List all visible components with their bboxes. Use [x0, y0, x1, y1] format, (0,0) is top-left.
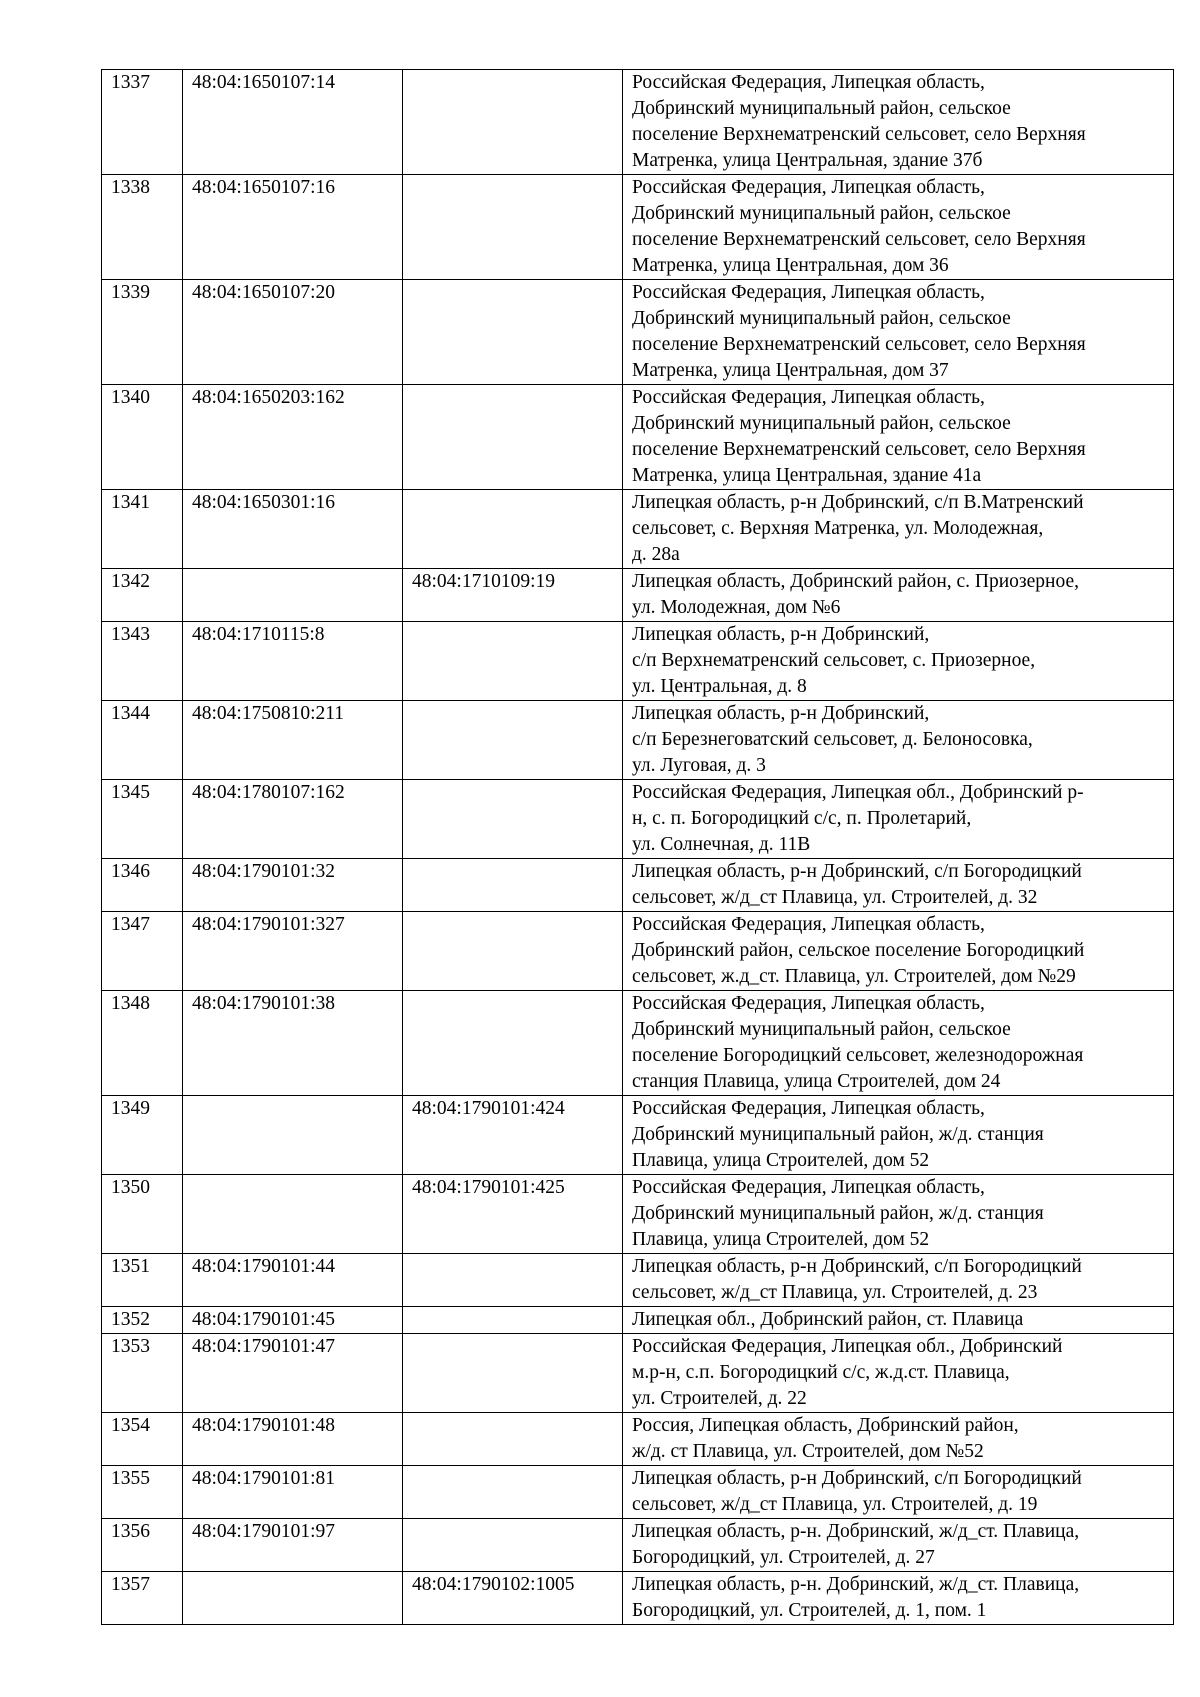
row-number-cell: 1353 [102, 1334, 183, 1413]
parent-cadastral-number-cell [403, 701, 623, 780]
address-cell [623, 1254, 1174, 1307]
address-cell [623, 1413, 1174, 1466]
address-line: Богородицкий, ул. Строителей, д. 27 [632, 1547, 935, 1568]
address-cell [623, 1466, 1174, 1519]
row-number-cell: 1356 [102, 1519, 183, 1572]
row-number-cell: 1343 [102, 622, 183, 701]
parent-cadastral-number-cell [403, 991, 623, 1096]
cadastral-number-cell [183, 1096, 403, 1175]
parent-cadastral-number-cell: 48:04:1710109:19 [403, 569, 623, 622]
address-line: Добринский муниципальный район, сельское [632, 203, 1011, 224]
address-line: сельсовет, ж.д_ст. Плавица, ул. Строителей, дом №29 [632, 966, 1076, 987]
parent-cadastral-number-cell: 48:04:1790101:424 [403, 1096, 623, 1175]
row-number-cell: 1338 [102, 175, 183, 280]
address-line: Липецкая область, р-н Добринский, с/п Богородицкий [632, 1256, 1082, 1277]
address-line: поселение Верхнематренский сельсовет, село Верхняя [632, 439, 1086, 460]
parent-cadastral-number-cell [403, 1334, 623, 1413]
registry-table-body [102, 70, 1174, 1625]
address-cell [623, 569, 1174, 622]
address-line: Матренка, улица Центральная, дом 36 [632, 255, 949, 276]
parent-cadastral-number-cell [403, 622, 623, 701]
address-line: Российская Федерация, Липецкая область, [632, 72, 985, 93]
address-line: поселение Верхнематренский сельсовет, село Верхняя [632, 229, 1086, 250]
row-number-cell: 1341 [102, 490, 183, 569]
address-line: с/п Березнеговатский сельсовет, д. Белоносовка, [632, 729, 1033, 750]
address-cell [623, 1519, 1174, 1572]
table-row [102, 1466, 1174, 1519]
address-line: Добринский муниципальный район, сельское [632, 98, 1011, 119]
table-row [102, 70, 1174, 175]
cadastral-number-cell [183, 569, 403, 622]
address-line: станция Плавица, улица Строителей, дом 24 [632, 1071, 1001, 1092]
address-cell [623, 1572, 1174, 1625]
address-line: Российская Федерация, Липецкая обл., Добринский [632, 1336, 1063, 1357]
cadastral-number-cell: 48:04:1790101:48 [183, 1413, 403, 1466]
address-line: Липецкая область, р-н. Добринский, ж/д_ст. Плавица, [632, 1521, 1080, 1542]
parent-cadastral-number-cell [403, 912, 623, 991]
address-line: Липецкая область, р-н Добринский, с/п В.Матренский [632, 492, 1084, 513]
parent-cadastral-number-cell [403, 1413, 623, 1466]
address-line: Липецкая область, Добринский район, с. Приозерное, [632, 571, 1079, 592]
address-cell [623, 622, 1174, 701]
address-line: сельсовет, ж/д_ст Плавица, ул. Строителей, д. 32 [632, 887, 1038, 908]
address-cell [623, 175, 1174, 280]
address-cell [623, 859, 1174, 912]
cadastral-number-cell: 48:04:1790101:45 [183, 1307, 403, 1334]
parent-cadastral-number-cell [403, 1307, 623, 1334]
cadastral-number-cell: 48:04:1650107:16 [183, 175, 403, 280]
cadastral-number-cell: 48:04:1780107:162 [183, 780, 403, 859]
address-line: Матренка, улица Центральная, здание 41а [632, 465, 982, 486]
address-cell [623, 1307, 1174, 1334]
registry-table [101, 69, 1174, 1625]
row-number-cell: 1344 [102, 701, 183, 780]
address-line: сельсовет, ж/д_ст Плавица, ул. Строителей, д. 19 [632, 1494, 1038, 1515]
table-row [102, 1334, 1174, 1413]
address-line: Добринский район, сельское поселение Богородицкий [632, 940, 1085, 961]
parent-cadastral-number-cell [403, 280, 623, 385]
address-line: Матренка, улица Центральная, дом 37 [632, 360, 949, 381]
address-line: Липецкая область, р-н. Добринский, ж/д_ст. Плавица, [632, 1574, 1080, 1595]
row-number-cell: 1346 [102, 859, 183, 912]
address-line: Добринский муниципальный район, сельское [632, 1019, 1011, 1040]
address-cell [623, 1334, 1174, 1413]
row-number-cell: 1345 [102, 780, 183, 859]
row-number-cell: 1354 [102, 1413, 183, 1466]
address-line: Российская Федерация, Липецкая область, [632, 1098, 985, 1119]
address-line: Российская Федерация, Липецкая область, [632, 387, 985, 408]
parent-cadastral-number-cell: 48:04:1790102:1005 [403, 1572, 623, 1625]
table-row [102, 1519, 1174, 1572]
cadastral-number-cell: 48:04:1710115:8 [183, 622, 403, 701]
cadastral-number-cell [183, 1175, 403, 1254]
address-line: Липецкая область, р-н Добринский, [632, 703, 930, 724]
table-row [102, 1175, 1174, 1254]
parent-cadastral-number-cell [403, 490, 623, 569]
address-line: ул. Молодежная, дом №6 [632, 597, 841, 618]
parent-cadastral-number-cell [403, 1519, 623, 1572]
row-number-cell: 1352 [102, 1307, 183, 1334]
cadastral-number-cell: 48:04:1790101:81 [183, 1466, 403, 1519]
table-row [102, 859, 1174, 912]
parent-cadastral-number-cell [403, 1466, 623, 1519]
address-line: ул. Луговая, д. 3 [632, 755, 766, 776]
row-number-cell: 1350 [102, 1175, 183, 1254]
address-line: поселение Верхнематренский сельсовет, село Верхняя [632, 334, 1086, 355]
table-row [102, 280, 1174, 385]
address-line: Плавица, улица Строителей, дом 52 [632, 1150, 930, 1171]
address-line: с/п Верхнематренский сельсовет, с. Приозерное, [632, 650, 1036, 671]
address-line: Российская Федерация, Липецкая область, [632, 993, 985, 1014]
address-line: сельсовет, ж/д_ст Плавица, ул. Строителей, д. 23 [632, 1282, 1038, 1303]
table-row [102, 701, 1174, 780]
parent-cadastral-number-cell [403, 1254, 623, 1307]
table-row [102, 385, 1174, 490]
address-line: м.р-н, с.п. Богородицкий с/с, ж.д.ст. Плавица, [632, 1362, 1010, 1383]
address-line: Добринский муниципальный район, сельское [632, 413, 1011, 434]
parent-cadastral-number-cell [403, 859, 623, 912]
address-line: Липецкая область, р-н Добринский, [632, 624, 930, 645]
parent-cadastral-number-cell [403, 780, 623, 859]
row-number-cell: 1342 [102, 569, 183, 622]
row-number-cell: 1348 [102, 991, 183, 1096]
cadastral-number-cell: 48:04:1650107:20 [183, 280, 403, 385]
address-line: Российская Федерация, Липецкая обл., Добринский р- [632, 782, 1084, 803]
table-row [102, 1572, 1174, 1625]
address-cell [623, 1096, 1174, 1175]
table-row [102, 569, 1174, 622]
address-line: ул. Центральная, д. 8 [632, 676, 807, 697]
parent-cadastral-number-cell [403, 385, 623, 490]
table-row [102, 912, 1174, 991]
address-line: н, с. п. Богородицкий с/с, п. Пролетарий, [632, 808, 972, 829]
address-line: Российская Федерация, Липецкая область, [632, 1177, 985, 1198]
address-line: ул. Строителей, д. 22 [632, 1388, 807, 1409]
cadastral-number-cell: 48:04:1650301:16 [183, 490, 403, 569]
row-number-cell: 1337 [102, 70, 183, 175]
table-row [102, 1096, 1174, 1175]
address-cell [623, 780, 1174, 859]
address-line: ж/д. ст Плавица, ул. Строителей, дом №52 [632, 1441, 984, 1462]
parent-cadastral-number-cell [403, 175, 623, 280]
cadastral-number-cell: 48:04:1790101:38 [183, 991, 403, 1096]
cadastral-number-cell: 48:04:1650203:162 [183, 385, 403, 490]
address-cell [623, 912, 1174, 991]
row-number-cell: 1339 [102, 280, 183, 385]
table-row [102, 1254, 1174, 1307]
address-cell [623, 70, 1174, 175]
address-line: Добринский муниципальный район, сельское [632, 308, 1011, 329]
table-row [102, 1307, 1174, 1334]
address-cell [623, 385, 1174, 490]
row-number-cell: 1349 [102, 1096, 183, 1175]
address-line: сельсовет, с. Верхняя Матренка, ул. Молодежная, [632, 518, 1044, 539]
cadastral-number-cell: 48:04:1790101:32 [183, 859, 403, 912]
cadastral-number-cell: 48:04:1790101:44 [183, 1254, 403, 1307]
table-row [102, 490, 1174, 569]
table-row [102, 780, 1174, 859]
address-line: Российская Федерация, Липецкая область, [632, 282, 985, 303]
address-line: Российская Федерация, Липецкая область, [632, 914, 985, 935]
cadastral-number-cell: 48:04:1790101:97 [183, 1519, 403, 1572]
address-line: ул. Солнечная, д. 11В [632, 834, 811, 855]
address-line: Российская Федерация, Липецкая область, [632, 177, 985, 198]
row-number-cell: 1355 [102, 1466, 183, 1519]
address-cell [623, 701, 1174, 780]
address-line: Липецкая область, р-н Добринский, с/п Богородицкий [632, 1468, 1082, 1489]
address-line: Матренка, улица Центральная, здание 37б [632, 150, 983, 171]
cadastral-number-cell: 48:04:1790101:327 [183, 912, 403, 991]
row-number-cell: 1347 [102, 912, 183, 991]
address-line: Добринский муниципальный район, ж/д. станция [632, 1203, 1044, 1224]
cadastral-number-cell: 48:04:1750810:211 [183, 701, 403, 780]
table-row [102, 991, 1174, 1096]
parent-cadastral-number-cell [403, 70, 623, 175]
address-cell [623, 1175, 1174, 1254]
table-row [102, 622, 1174, 701]
row-number-cell: 1357 [102, 1572, 183, 1625]
cadastral-number-cell: 48:04:1790101:47 [183, 1334, 403, 1413]
address-line: Липецкая обл., Добринский район, ст. Плавица [632, 1309, 1024, 1330]
row-number-cell: 1351 [102, 1254, 183, 1307]
address-cell [623, 490, 1174, 569]
address-line: д. 28а [632, 544, 680, 565]
address-line: Богородицкий, ул. Строителей, д. 1, пом. 1 [632, 1600, 987, 1621]
address-line: поселение Богородицкий сельсовет, железнодорожная [632, 1045, 1084, 1066]
address-line: Липецкая область, р-н Добринский, с/п Богородицкий [632, 861, 1082, 882]
table-row [102, 175, 1174, 280]
cadastral-number-cell [183, 1572, 403, 1625]
address-line: Плавица, улица Строителей, дом 52 [632, 1229, 930, 1250]
parent-cadastral-number-cell: 48:04:1790101:425 [403, 1175, 623, 1254]
cadastral-number-cell: 48:04:1650107:14 [183, 70, 403, 175]
address-line: Добринский муниципальный район, ж/д. станция [632, 1124, 1044, 1145]
address-line: поселение Верхнематренский сельсовет, село Верхняя [632, 124, 1086, 145]
address-cell [623, 280, 1174, 385]
address-cell [623, 991, 1174, 1096]
table-row [102, 1413, 1174, 1466]
address-line: Россия, Липецкая область, Добринский район, [632, 1415, 1019, 1436]
row-number-cell: 1340 [102, 385, 183, 490]
